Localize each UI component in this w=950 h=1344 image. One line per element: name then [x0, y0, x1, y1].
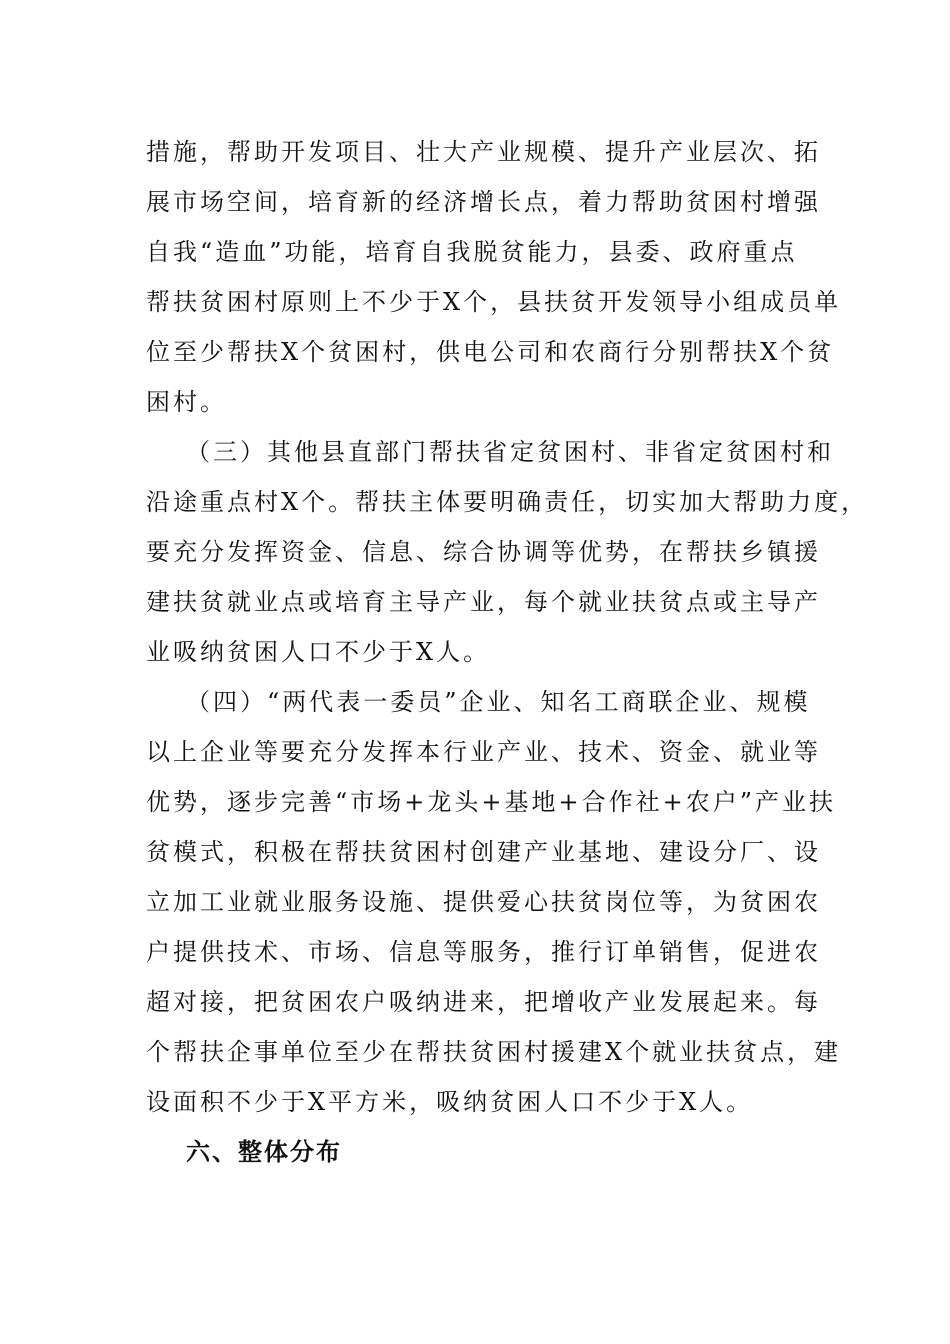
body-line: 沿途重点村X个。帮扶主体要明确责任，切实加大帮助力度， — [146, 488, 869, 516]
body-line: 优势，逐步完善“市场+龙头+基地+合作社+农户”产业扶 — [146, 788, 836, 816]
section-heading: 六、整体分布 — [186, 1138, 342, 1166]
body-line: 立加工业就业服务设施、提供爱心扶贫岗位等，为贫困农 — [146, 888, 821, 916]
body-line: 要充分发挥资金、信息、综合协调等优势，在帮扶乡镇援 — [146, 538, 821, 566]
body-line: 困村。 — [146, 388, 227, 416]
body-line: 业吸纳贫困人口不少于X人。 — [146, 638, 491, 666]
body-line: 自我“造血”功能，培育自我脱贫能力，县委、政府重点 — [146, 238, 798, 266]
body-line: 措施，帮助开发项目、壮大产业规模、提升产业层次、拓 — [146, 138, 821, 166]
body-line: 超对接，把贫困农户吸纳进来，把增收产业发展起来。每 — [146, 988, 821, 1016]
body-line: 位至少帮扶X个贫困村，供电公司和农商行分别帮扶X个贫 — [146, 338, 835, 366]
paragraph-start-line: （四）“两代表一委员”企业、知名工商联企业、规模 — [186, 688, 811, 716]
body-line: 帮扶贫困村原则上不少于X个，县扶贫开发领导小组成员单 — [146, 288, 842, 316]
body-line: 以上企业等要充分发挥本行业产业、技术、资金、就业等 — [146, 738, 821, 766]
body-line: 建扶贫就业点或培育主导产业，每个就业扶贫点或主导产 — [146, 588, 821, 616]
body-line: 贫模式，积极在帮扶贫困村创建产业基地、建设分厂、设 — [146, 838, 821, 866]
paragraph-start-line: （三）其他县直部门帮扶省定贫困村、非省定贫困村和 — [186, 438, 834, 466]
body-line: 展市场空间，培育新的经济增长点，着力帮助贫困村增强 — [146, 188, 821, 216]
body-line: 设面积不少于X平方米，吸纳贫困人口不少于X人。 — [146, 1088, 754, 1116]
body-line: 个帮扶企事单位至少在帮扶贫困村援建X个就业扶贫点，建 — [146, 1038, 842, 1066]
body-line: 户提供技术、市场、信息等服务，推行订单销售，促进农 — [146, 938, 821, 966]
